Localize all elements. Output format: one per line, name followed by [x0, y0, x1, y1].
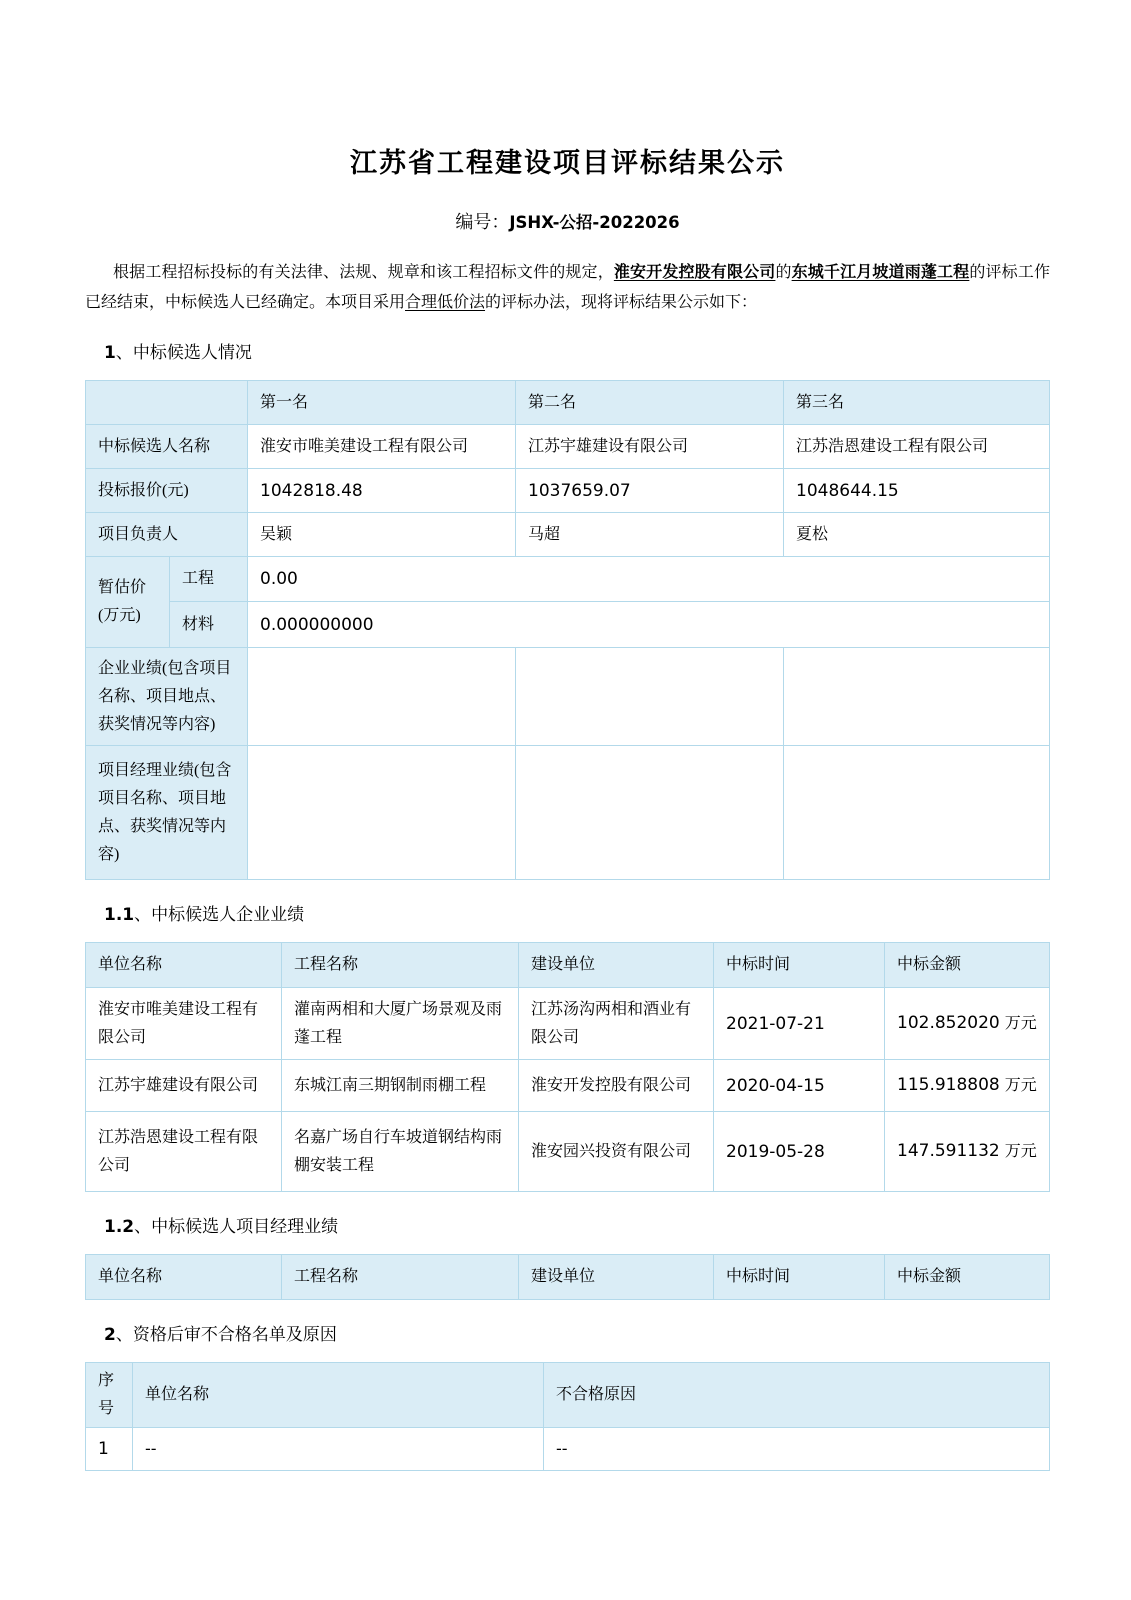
- table-row: [86, 746, 1050, 880]
- tenderer-name: 淮安开发控股有限公司: [613, 264, 776, 281]
- column-header-company: 单位名称: [86, 1255, 282, 1300]
- amount-unit: 万元: [1004, 1077, 1037, 1094]
- column-header-amount: 中标金额: [885, 1255, 1050, 1300]
- empty-cell: [516, 648, 784, 746]
- row-label: 投标报价(元): [86, 469, 248, 513]
- table-header-row: [86, 943, 1050, 988]
- column-header-reason: 不合格原因: [544, 1363, 1050, 1428]
- project-name: 东城千江月坡道雨蓬工程: [791, 264, 970, 281]
- performance-company: 江苏宇雄建设有限公司: [86, 1060, 282, 1112]
- doc-number: [85, 211, 1050, 234]
- estimate-label-cell: [86, 557, 170, 648]
- empty-cell: [248, 648, 516, 746]
- section-2-number: 2: [104, 1325, 116, 1345]
- table-row: [86, 513, 1050, 557]
- rank-1-header: 第一名: [248, 381, 516, 425]
- column-header-amount: 中标金额: [885, 943, 1050, 988]
- column-header-project: 工程名称: [282, 1255, 519, 1300]
- performance-builder: 淮安开发控股有限公司: [519, 1060, 714, 1112]
- candidate-2-name: 江苏宇雄建设有限公司: [516, 425, 784, 469]
- column-header-company: 单位名称: [86, 943, 282, 988]
- performance-amount: [885, 1112, 1050, 1192]
- section-2-title: 、资格后审不合格名单及原因: [115, 1325, 337, 1344]
- section-1-heading: [104, 341, 1050, 365]
- section-1-1-title: 、中标候选人企业业绩: [134, 905, 305, 924]
- performance-builder: 淮安园兴投资有限公司: [519, 1112, 714, 1192]
- intro-text-1: 根据工程招标投标的有关法律、法规、规章和该工程招标文件的规定，: [113, 264, 614, 281]
- table-header-row: [86, 1363, 1050, 1428]
- table-row: [86, 1112, 1050, 1192]
- estimate-label-line1: 暂估价: [98, 579, 147, 596]
- column-header-project: 工程名称: [282, 943, 519, 988]
- table-row: [86, 648, 1050, 746]
- table-row: [86, 988, 1050, 1060]
- empty-cell: [784, 746, 1050, 880]
- column-header-company: 单位名称: [133, 1363, 544, 1428]
- estimate-sub-label: 材料: [170, 602, 248, 648]
- estimate-engineering-value: 0.00: [248, 557, 1050, 602]
- doc-number-prefix: 编号：: [455, 212, 510, 232]
- candidate-2-price: 1037659.07: [516, 469, 784, 513]
- candidate-3-name: 江苏浩恩建设工程有限公司: [784, 425, 1050, 469]
- intro-text-2: 的评标工作已经结束，中标候选人已经确定。本项目采用: [85, 264, 1050, 311]
- disqualified-index: 1: [86, 1428, 133, 1471]
- company-performance-table: [85, 942, 1050, 1192]
- intro-conjunction: 的: [775, 264, 792, 281]
- section-1-1-number: 1.1: [104, 905, 135, 925]
- empty-cell: [516, 746, 784, 880]
- page-title: 江苏省工程建设项目评标结果公示: [350, 148, 785, 178]
- table-row: [86, 1428, 1050, 1471]
- column-header-date: 中标时间: [714, 943, 885, 988]
- section-2-heading: [104, 1323, 1050, 1347]
- performance-project: 名嘉广场自行车坡道钢结构雨棚安装工程: [282, 1112, 519, 1192]
- table-header-row: [86, 1255, 1050, 1300]
- manager-performance-label: 项目经理业绩(包含项目名称、项目地点、获奖情况等内容): [86, 746, 248, 880]
- amount-unit: 万元: [1004, 1015, 1037, 1032]
- amount-value: 115.918808: [897, 1075, 1000, 1095]
- intro-paragraph: [85, 258, 1050, 318]
- performance-project: 东城江南三期钢制雨棚工程: [282, 1060, 519, 1112]
- candidate-3-price: 1048644.15: [784, 469, 1050, 513]
- column-header-date: 中标时间: [714, 1255, 885, 1300]
- performance-amount: [885, 1060, 1050, 1112]
- row-label: 项目负责人: [86, 513, 248, 557]
- amount-unit: 万元: [1004, 1143, 1037, 1160]
- candidate-1-manager: 吴颖: [248, 513, 516, 557]
- amount-value: 147.591132: [897, 1141, 1000, 1161]
- doc-number-value: JSHX-公招-2022026: [509, 213, 680, 232]
- column-header-index: 序号: [86, 1363, 133, 1428]
- candidate-3-manager: 夏松: [784, 513, 1050, 557]
- performance-amount: [885, 988, 1050, 1060]
- corner-cell: [86, 381, 248, 425]
- table-row: [86, 469, 1050, 513]
- candidates-table: [85, 380, 1050, 880]
- column-header-builder: 建设单位: [519, 1255, 714, 1300]
- table-row: [86, 602, 1050, 648]
- performance-project: 灌南两相和大厦广场景观及雨蓬工程: [282, 988, 519, 1060]
- section-1-title: 、中标候选人情况: [115, 343, 252, 362]
- evaluation-method: 合理低价法: [405, 294, 486, 311]
- candidate-2-manager: 马超: [516, 513, 784, 557]
- rank-3-header: 第三名: [784, 381, 1050, 425]
- disqualified-reason: --: [544, 1428, 1050, 1471]
- section-1-2-title: 、中标候选人项目经理业绩: [134, 1217, 339, 1236]
- column-header-builder: 建设单位: [519, 943, 714, 988]
- table-row: [86, 557, 1050, 602]
- estimate-material-value: 0.000000000: [248, 602, 1050, 648]
- performance-company: 江苏浩恩建设工程有限公司: [86, 1112, 282, 1192]
- performance-date: 2019-05-28: [714, 1112, 885, 1192]
- disqualified-table: [85, 1362, 1050, 1471]
- manager-performance-table: [85, 1254, 1050, 1300]
- performance-builder: 江苏汤沟两相和酒业有限公司: [519, 988, 714, 1060]
- intro-text-3: 的评标办法，现将评标结果公示如下：: [485, 294, 758, 311]
- candidate-1-name: 淮安市唯美建设工程有限公司: [248, 425, 516, 469]
- estimate-label-line2: (万元): [98, 607, 141, 624]
- table-row: [86, 425, 1050, 469]
- performance-date: 2021-07-21: [714, 988, 885, 1060]
- amount-value: 102.852020: [897, 1013, 1000, 1033]
- section-1-2-heading: [104, 1215, 1050, 1239]
- candidate-1-price: 1042818.48: [248, 469, 516, 513]
- company-performance-label: 企业业绩(包含项目名称、项目地点、获奖情况等内容): [86, 648, 248, 746]
- estimate-sub-label: 工程: [170, 557, 248, 602]
- table-row: [86, 1060, 1050, 1112]
- section-1-1-heading: [104, 903, 1050, 927]
- disqualified-company: --: [133, 1428, 544, 1471]
- performance-date: 2020-04-15: [714, 1060, 885, 1112]
- table-row: [86, 381, 1050, 425]
- row-label: 中标候选人名称: [86, 425, 248, 469]
- empty-cell: [248, 746, 516, 880]
- rank-2-header: 第二名: [516, 381, 784, 425]
- section-1-number: 1: [104, 343, 116, 363]
- section-1-2-number: 1.2: [104, 1217, 135, 1237]
- empty-cell: [784, 648, 1050, 746]
- performance-company: 淮安市唯美建设工程有限公司: [86, 988, 282, 1060]
